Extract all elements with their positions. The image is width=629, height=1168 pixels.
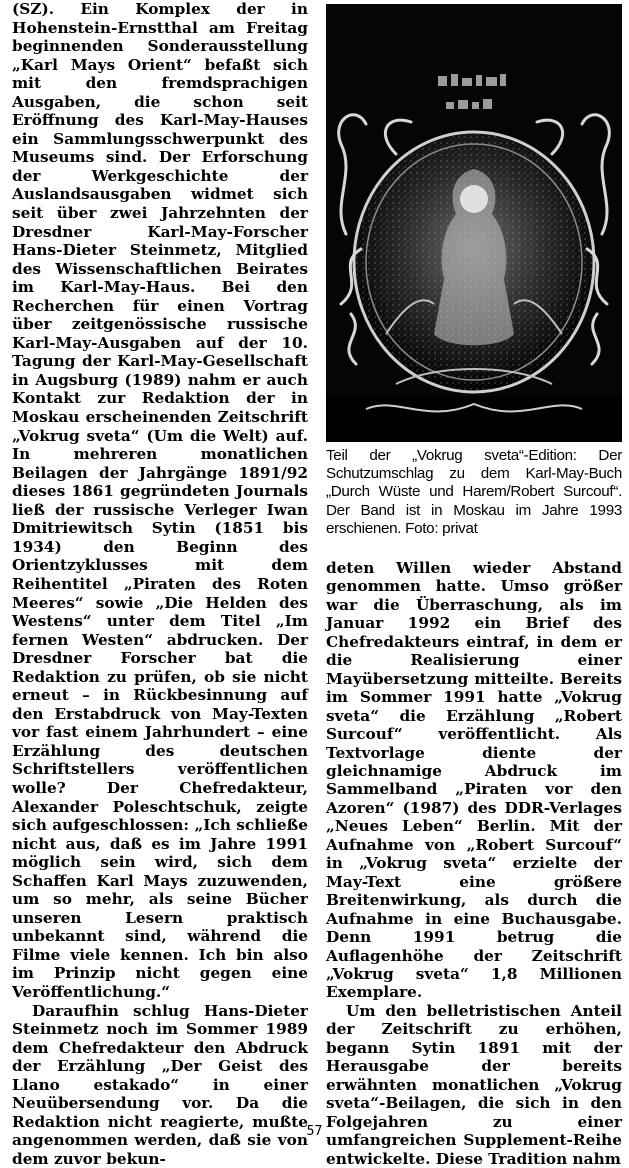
- article-paragraph-3: deten Willen wieder Abstand genommen hatte. Umso größer war die Überraschung, als im Januar 1992 ein Brief des Chefredakteurs eintraf, in dem er die Realisierung einer Mayübersetzung mitteilte. Bereits im Sommer 1991 hatte „Vokrug sveta“ die Erzählung „Robert Surcouf“ veröffentlicht. Als Textvorlage diente der gleichnamige Abdruck im Sammelband „Piraten vor den Azoren“ (1987) des DDR-Verlages „Neues Leben“ Berlin. Mit der Aufnahme von „Robert Surcouf“ in „Vokrug sveta“ erzielte der May-Text eine größere Breitenwirkung, als durch die Aufnahme in eine Buchausgabe. Denn 1991 betrug die Auflagenhöhe der Zeitschrift „Vokrug sveta“ 1,8 Millionen Exemplare.: [326, 559, 622, 1002]
- article-paragraph-4: Um den belletristischen Anteil der Zeitschrift zu erhöhen, begann Sytin 1891 mit der Herausgabe der bereits erwähnten monatlichen „Vokrug sveta“-Beilagen, die sich in den Folgejahren zu einer umfangreichen Supplement-Reihe entwickelte. Diese Tradition nahm: [326, 1001, 622, 1168]
- photo-caption: Teil der „Vokrug sveta“-Edition: Der Schutzumschlag zu dem Karl-May-Buch „Durch Wüste und Harem/Robert Surcouf“. Der Band ist in Moskau im Jahre 1993 erschienen. Foto: privat: [326, 447, 622, 537]
- article-paragraph-1: (SZ). Ein Komplex der in Hohenstein-Ernstthal am Freitag beginnenden Sonderausstellung „Karl Mays Orient“ befaßt sich mit den fremdsprachigen Ausgaben, die schon seit Eröffnung des Karl-May-Hauses ein Sammlungsschwerpunkt des Museums sind. Der Erforschung der Werkgeschichte der Auslandsausgaben widmet sich seit über zwei Jahrzehnten der Dresdner Karl-May-Forscher Hans-Dieter Steinmetz, Mitglied des Wissenschaftlichen Beirates im Karl-May-Haus. Bei den Recherchen für einen Vortrag über zeitgenössische russische Karl-May-Ausgaben auf der 10. Tagung der Karl-May-Gesellschaft in Augsburg (1989) nahm er auch Kontakt zur Redaktion der in Moskau erscheinenden Zeitschrift „Vokrug sveta“ (Um die Welt) auf. In mehreren monatlichen Beilagen der Jahrgänge 1891/92 dieses 1861 gegründeten Journals ließ der russische Verleger Iwan Dmitriewitsch Sytin (1851 bis 1934) den Beginn des Orientzyklusses mit dem Reihentitel „Piraten des Roten Meeres“ sowie „Die Helden des Westens“ unter dem Titel „Im fernen Westen“ abdrucken. Der Dresdner Forscher bat die Redaktion zu prüfen, ob sie nicht erneut – in Rückbesinnung auf den Erstabdruck von May-Texten vor fast einem Jahrhundert – eine Erzählung des deutschen Schriftstellers veröffentlichen wolle? Der Chefredakteur, Alexander Poleschtschuk, zeigte sich aufgeschlossen: „Ich schließe nicht aus, daß es im Jahre 1991 möglich sein wird, sich dem Schaffen Karl Mays zuzuwenden, um so mehr, als seine Bücher unseren Lesern praktisch unbekannt sind, während die Filme viele kennen. Ich bin also im Prinzip nicht gegen eine Veröffentlichung.“: [12, 0, 308, 1001]
- article-paragraph-2: Daraufhin schlug Hans-Dieter Steinmetz noch im Sommer 1989 dem Chefredakteur den Abdruck der Erzählung „Der Geist des Llano estakado“ in einer Neuübersendung vor. Da die Redaktion nicht reagierte, mußte angenommen werden, daß sie von dem zuvor bekun-: [12, 1001, 308, 1168]
- book-cover-photo: [326, 4, 622, 442]
- article-right-column: [326, 559, 622, 1168]
- page-number: 57: [306, 1124, 323, 1139]
- article-left-column: [12, 0, 308, 1168]
